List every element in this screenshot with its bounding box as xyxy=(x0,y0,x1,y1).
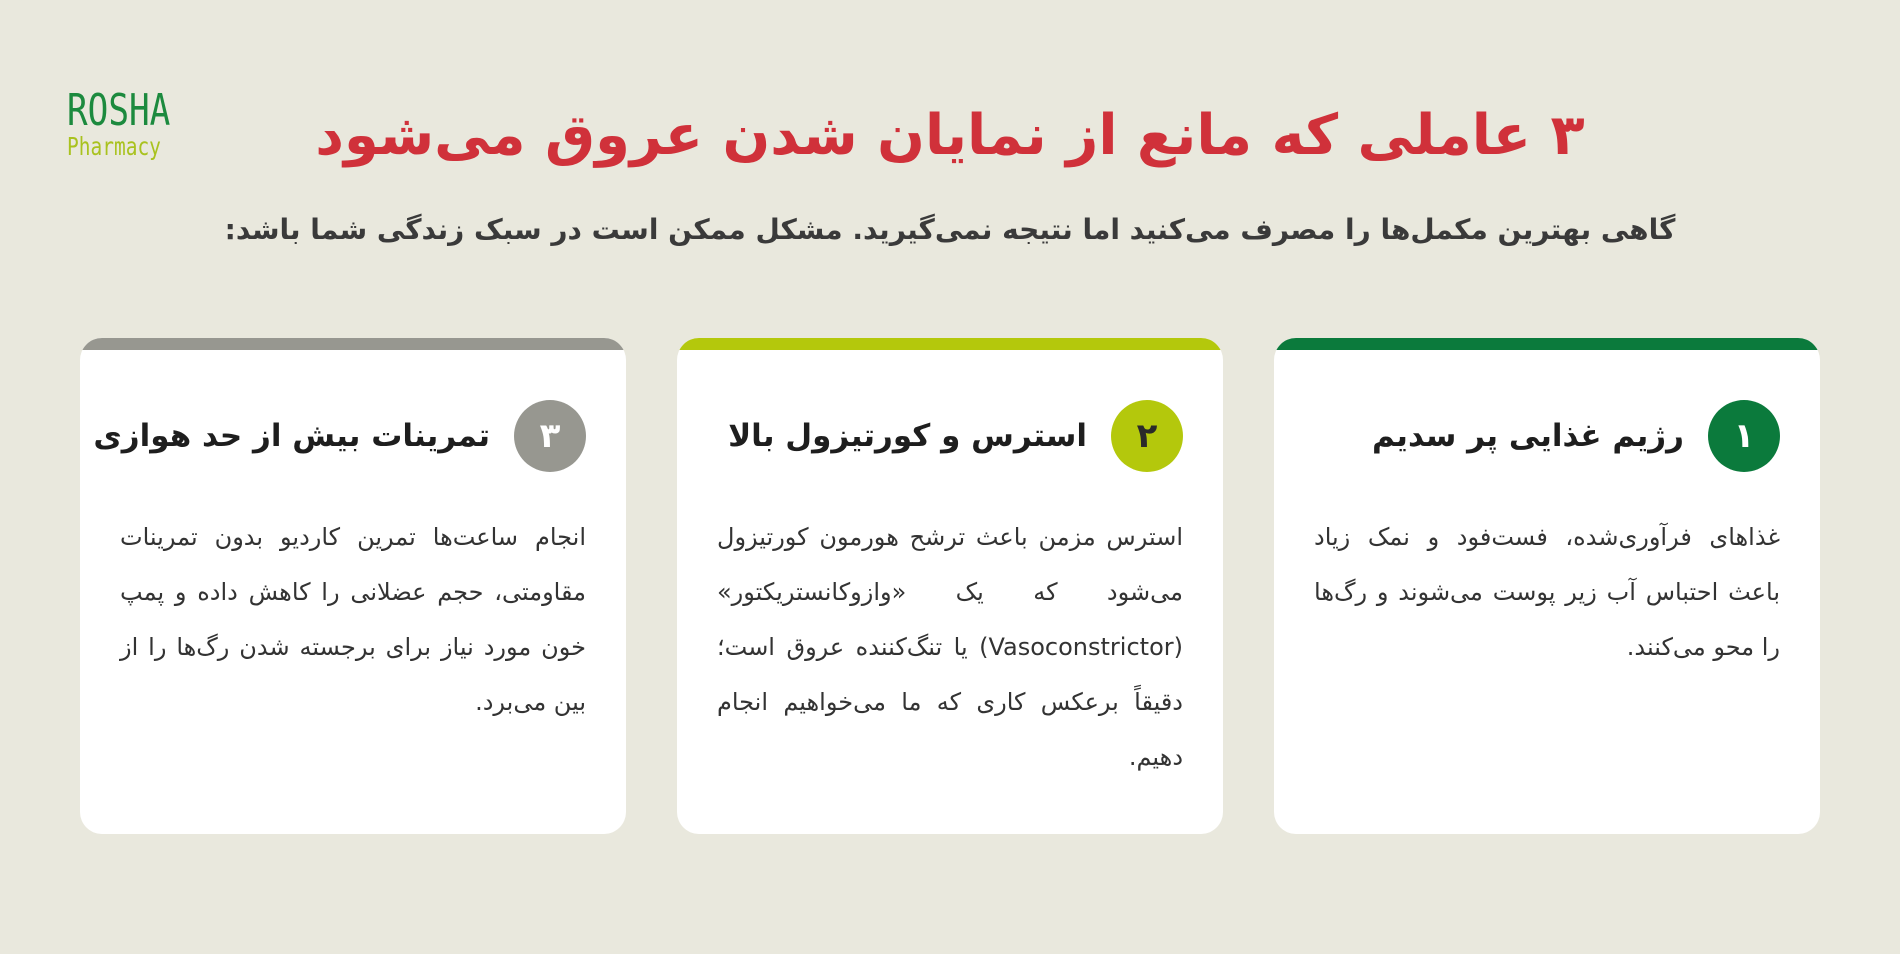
card-body-text: استرس مزمن باعث ترشح هورمون کورتیزول می‌شود که یک «وازوکانستریکتور» (Vasoconstrictor) یا تنگ‌کننده عروق است؛ دقیقاً برعکس کاری که ما می‌خواهیم انجام دهیم. xyxy=(717,523,1183,771)
logo-main-text: ROSHA xyxy=(67,85,171,136)
card-title: تمرینات بیش از حد هوازی xyxy=(93,418,490,454)
card-number-badge: ۳ xyxy=(514,400,586,472)
card-number-badge: ۱ xyxy=(1708,400,1780,472)
card-header xyxy=(1314,400,1780,472)
factor-card-sodium xyxy=(1274,338,1820,834)
card-number-badge: ۲ xyxy=(1111,400,1183,472)
page-subtitle: گاهی بهترین مکمل‌ها را مصرف می‌کنید اما نتیجه نمی‌گیرید. مشکل ممکن است در سبک زندگی شما باشد: xyxy=(224,213,1676,246)
card-accent-bar xyxy=(677,338,1223,350)
card-header xyxy=(93,400,586,472)
card-title: استرس و کورتیزول بالا xyxy=(728,418,1087,454)
page-title: ۳ عاملی که مانع از نمایان شدن عروق می‌شود xyxy=(315,103,1585,168)
factor-card-stress xyxy=(677,338,1223,834)
card-header xyxy=(717,400,1183,472)
card-body-text: انجام ساعت‌ها تمرین کاردیو بدون تمرینات مقاومتی، حجم عضلانی را کاهش داده و پمپ خون مورد نیاز برای برجسته شدن رگ‌ها را از بین می‌برد. xyxy=(120,523,586,716)
factor-card-cardio xyxy=(80,338,626,834)
rosha-pharmacy-logo xyxy=(67,85,217,168)
card-title: رژیم غذایی پر سدیم xyxy=(1372,418,1684,454)
logo-sub-text: Pharmacy xyxy=(67,132,161,161)
card-accent-bar xyxy=(1274,338,1820,350)
card-body-text: غذاهای فرآوری‌شده، فست‌فود و نمک زیاد باعث احتباس آب زیر پوست می‌شوند و رگ‌ها را محو می‌کنند. xyxy=(1314,523,1780,661)
card-accent-bar xyxy=(80,338,626,350)
